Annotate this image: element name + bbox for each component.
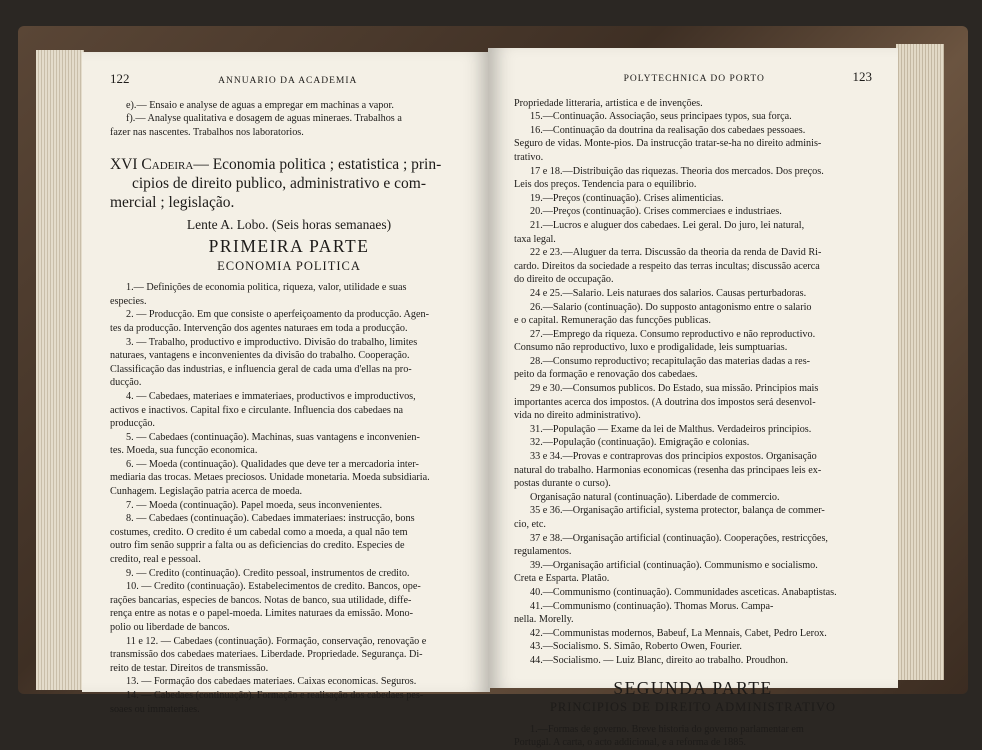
right-page-number: 123: [852, 69, 872, 84]
text-line: 21.—Lucros e aluguer dos cabedaes. Lei geral. Do juro, lei natural,: [530, 219, 805, 231]
text-line: 37 e 38.—Organisação artificial (continuação). Cooperações, restricções,: [530, 532, 828, 544]
text-line: vida no direito administrativo).: [514, 410, 641, 422]
text-line: 4. — Cabedaes, materiaes e immateriaes, productivos e improductivos,: [126, 390, 416, 402]
text-line: 6. — Moeda (continuação). Qualidades que deve ter a mercadoria inter-: [126, 458, 419, 470]
text-line: 20.—Preços (continuação). Crises commerciaes e industriaes.: [530, 206, 782, 218]
text-line: 40.—Communismo (continuação). Communidades asceticas. Anabaptistas.: [530, 586, 837, 598]
text-line: Cunhagem. Legislação patria acerca de moeda.: [110, 486, 303, 498]
text-line: Organisação natural (continuação). Liberdade de commercio.: [530, 491, 780, 503]
text-line: tes da producção. Intervenção dos agentes naturaes em toda a producção.: [110, 322, 408, 334]
text-line: 7. — Moeda (continuação). Papel moeda, seus inconvenientes.: [126, 499, 383, 511]
text-line: 1.—Formas de governo. Breve historia do governo parlamentar em: [530, 723, 804, 735]
right-part-title: SEGUNDA PARTE: [613, 677, 773, 698]
cadeira-line1: — Economia politica ; estatistica ; prin-: [193, 156, 442, 174]
text-line: 42.—Communistas modernos, Babeuf, La Mennais, Cabet, Pedro Lerox.: [530, 627, 827, 639]
right-body: [514, 97, 872, 668]
text-line: 41.—Communismo (continuação). Thomas Morus. Campa-: [530, 600, 774, 612]
cadeira-label: XVI Cadeira: [110, 156, 194, 174]
left-body: [110, 281, 468, 716]
text-line: 2. — Producção. Em que consiste o aperfeiçoamento da producção. Agen-: [126, 309, 429, 321]
text-line: 17 e 18.—Distribuição das riquezas. Theoria dos mercados. Dos preços.: [530, 165, 824, 177]
text-line: cardo. Direitos da sociedade a respeito das terras incultas; discussão acerca: [514, 260, 820, 272]
text-line: e o capital. Remuneração das funcções publicas.: [514, 315, 711, 327]
text-line: 31.—População — Exame da lei de Malthus. Verdadeiros principios.: [530, 423, 812, 435]
text-line: importantes acerca dos impostos. (A doutrina dos impostos será desenvol-: [514, 396, 816, 408]
text-line: soaes ou immateriaes.: [110, 703, 200, 715]
page-edges-left: [36, 50, 84, 690]
text-line: Classificação das industrias, e influencia geral de cada uma d'ellas na pro-: [110, 363, 412, 375]
left-running-title: ANNUARIO DA ACADEMIA: [218, 76, 358, 86]
text-line: 14. — Cabedaes (continuação). Formação e realisação dos cabedaes pes-: [126, 689, 424, 701]
text-line: 5. — Cabedaes (continuação). Machinas, suas vantagens e inconvenien-: [126, 431, 420, 443]
text-line: ducção.: [110, 377, 142, 389]
text-line: rença entre as notas e o papel-moeda. Limites naturaes da emissão. Mono-: [110, 608, 413, 620]
text-line: Consumo não reproductivo, luxo e prodigalidade, leis sumptuarias.: [514, 342, 788, 354]
left-intro: [110, 99, 468, 140]
cadeira-line2: cipios de direito publico, administrativo e com-: [132, 175, 427, 193]
text-line: costumes, credito. O credito é um cabedal como a moeda, a qual não tem: [110, 526, 408, 538]
text-line: activos e inactivos. Capital fixo e circulante. Influencia dos cabedaes na: [110, 404, 404, 416]
text-line: 43.—Socialismo. S. Simão, Roberto Owen, Fourier.: [530, 641, 742, 653]
right-closing: [514, 723, 872, 750]
left-running-head: [110, 72, 468, 89]
text-line: reito de testar. Direitos de transmissão.: [110, 662, 269, 674]
text-line: 27.—Emprego da riqueza. Consumo reproductivo e não reproductivo.: [530, 328, 816, 340]
text-line: 3. — Trabalho, productivo e improductivo. Divisão do trabalho, limites: [126, 336, 418, 348]
text-line: 16.—Continuação da doutrina da realisação dos cabedaes pessoaes.: [530, 124, 806, 136]
text-line: credito, real e pessoal.: [110, 554, 201, 566]
text-line: 10. — Credito (continuação). Estabelecimentos de credito. Bancos, ope-: [126, 581, 421, 593]
text-line: 28.—Consumo reproductivo; recapitulação das materias dadas a res-: [530, 355, 811, 367]
text-line: transmissão dos cabedaes materiaes. Liberdade. Propriedade. Segurança. Di-: [110, 649, 423, 661]
text-line: 19.—Preços (continuação). Crises alimenticias.: [530, 192, 724, 204]
text-line: naturaes, vantagens e inconvenientes da divisão do trabalho. Cooperação.: [110, 350, 410, 362]
right-running-head: [514, 70, 872, 87]
text-line: natural do trabalho. Harmonias economicas (resenha das principaes leis ex-: [514, 464, 822, 476]
text-line: 11 e 12. — Cabedaes (continuação). Formação, conservação, renovação e: [126, 635, 427, 647]
text-line: tes. Moeda, sua funcção economica.: [110, 445, 258, 457]
text-line: 13. — Formação dos cabedaes materiaes. Caixas economicas. Seguros.: [126, 676, 417, 688]
text-line: Leis dos preços. Tendencia para o equilibrio.: [514, 179, 697, 191]
text-line: cio, etc.: [514, 519, 546, 530]
text-line: Propriedade litteraria, artistica e de invenções.: [514, 97, 703, 109]
right-page: [488, 48, 898, 749]
left-section-title: ECONOMIA POLITICA: [217, 258, 361, 273]
text-line: taxa legal.: [514, 233, 556, 245]
text-line: 15.—Continuação. Associação, seus principaes typos, sua força.: [530, 111, 792, 123]
right-section-title: PRINCIPIOS DE DIREITO ADMINISTRATIVO: [549, 700, 837, 715]
lente-line: Lente A. Lobo. (Seis horas semanaes): [186, 217, 392, 233]
text-line: Creta e Esparta. Platão.: [514, 573, 610, 585]
text-line: outro fim senão supprir a falta ou as deficiencias do credito. Especies de: [110, 540, 405, 552]
text-line: polio ou liberdade de bancos.: [110, 622, 230, 633]
text-line: postas durante o curso).: [514, 478, 611, 490]
cadeira-line3: mercial ; legislação.: [110, 194, 235, 212]
text-line: 26.—Salario (continuação). Do supposto antagonismo entre o salario: [530, 301, 812, 313]
cadeira-heading: [110, 155, 468, 212]
text-line: 29 e 30.—Consumos publicos. Do Estado, sua missão. Principios mais: [530, 383, 819, 395]
text-line: e).— Ensaio e analyse de aguas a empregar em machinas a vapor.: [126, 99, 394, 111]
text-line: Portugal. A carta, o acto addicional, e a reforma de 1885.: [514, 737, 746, 749]
text-line: trativo.: [514, 151, 544, 163]
left-page: [82, 52, 490, 715]
text-line: f).— Analyse qualitativa e dosagem de aguas mineraes. Trabalhos a: [126, 113, 402, 125]
text-line: do direito de occupação.: [514, 274, 614, 286]
text-line: especies.: [110, 295, 147, 307]
text-line: fazer nas nascentes. Trabalhos nos laboratorios.: [110, 126, 304, 138]
text-line: Seguro de vidas. Monte-pios. Da instrucção tratar-se-ha no direito adminis-: [514, 138, 822, 150]
text-line: 39.—Organisação artificial (continuação). Communismo e socialismo.: [530, 559, 818, 571]
text-line: rações bancarias, especies de bancos. Notas de banco, sua utilidade, diffe-: [110, 594, 412, 606]
text-line: nella. Morelly.: [514, 614, 574, 626]
left-part-title: PRIMEIRA PARTE: [208, 235, 370, 256]
text-line: 35 e 36.—Organisação artificial, systema protector, balança de commer-: [530, 505, 825, 517]
text-line: 32.—População (continuação). Emigração e colonias.: [530, 437, 750, 449]
text-line: producção.: [110, 418, 155, 430]
text-line: 44.—Socialismo. — Luiz Blanc, direito ao trabalho. Proudhon.: [530, 654, 789, 666]
text-line: regulamentos.: [514, 546, 572, 558]
text-line: 8. — Cabedaes (continuação). Cabedaes immateriaes: instrucção, bons: [126, 513, 415, 525]
text-line: 24 e 25.—Salario. Leis naturaes dos salarios. Causas perturbadoras.: [530, 287, 807, 299]
left-page-number: 122: [110, 71, 130, 86]
text-line: 22 e 23.—Aluguer da terra. Discussão da theoria da renda de David Ri-: [530, 247, 822, 259]
text-line: 1.— Definições de economia politica, riqueza, valor, utilidade e suas: [126, 282, 407, 294]
text-line: 33 e 34.—Provas e contraprovas dos principios expostos. Organisação: [530, 451, 817, 463]
text-line: 9. — Credito (continuação). Credito pessoal, instrumentos de credito.: [126, 567, 410, 579]
page-edges-right: [896, 44, 944, 680]
text-line: peito da formação e renovação dos cabedaes.: [514, 369, 698, 381]
text-line: mediaria das trocas. Metaes preciosos. Unidade monetaria. Moeda subsidiaria.: [110, 472, 430, 484]
right-running-title: POLYTECHNICA DO PORTO: [623, 74, 765, 84]
